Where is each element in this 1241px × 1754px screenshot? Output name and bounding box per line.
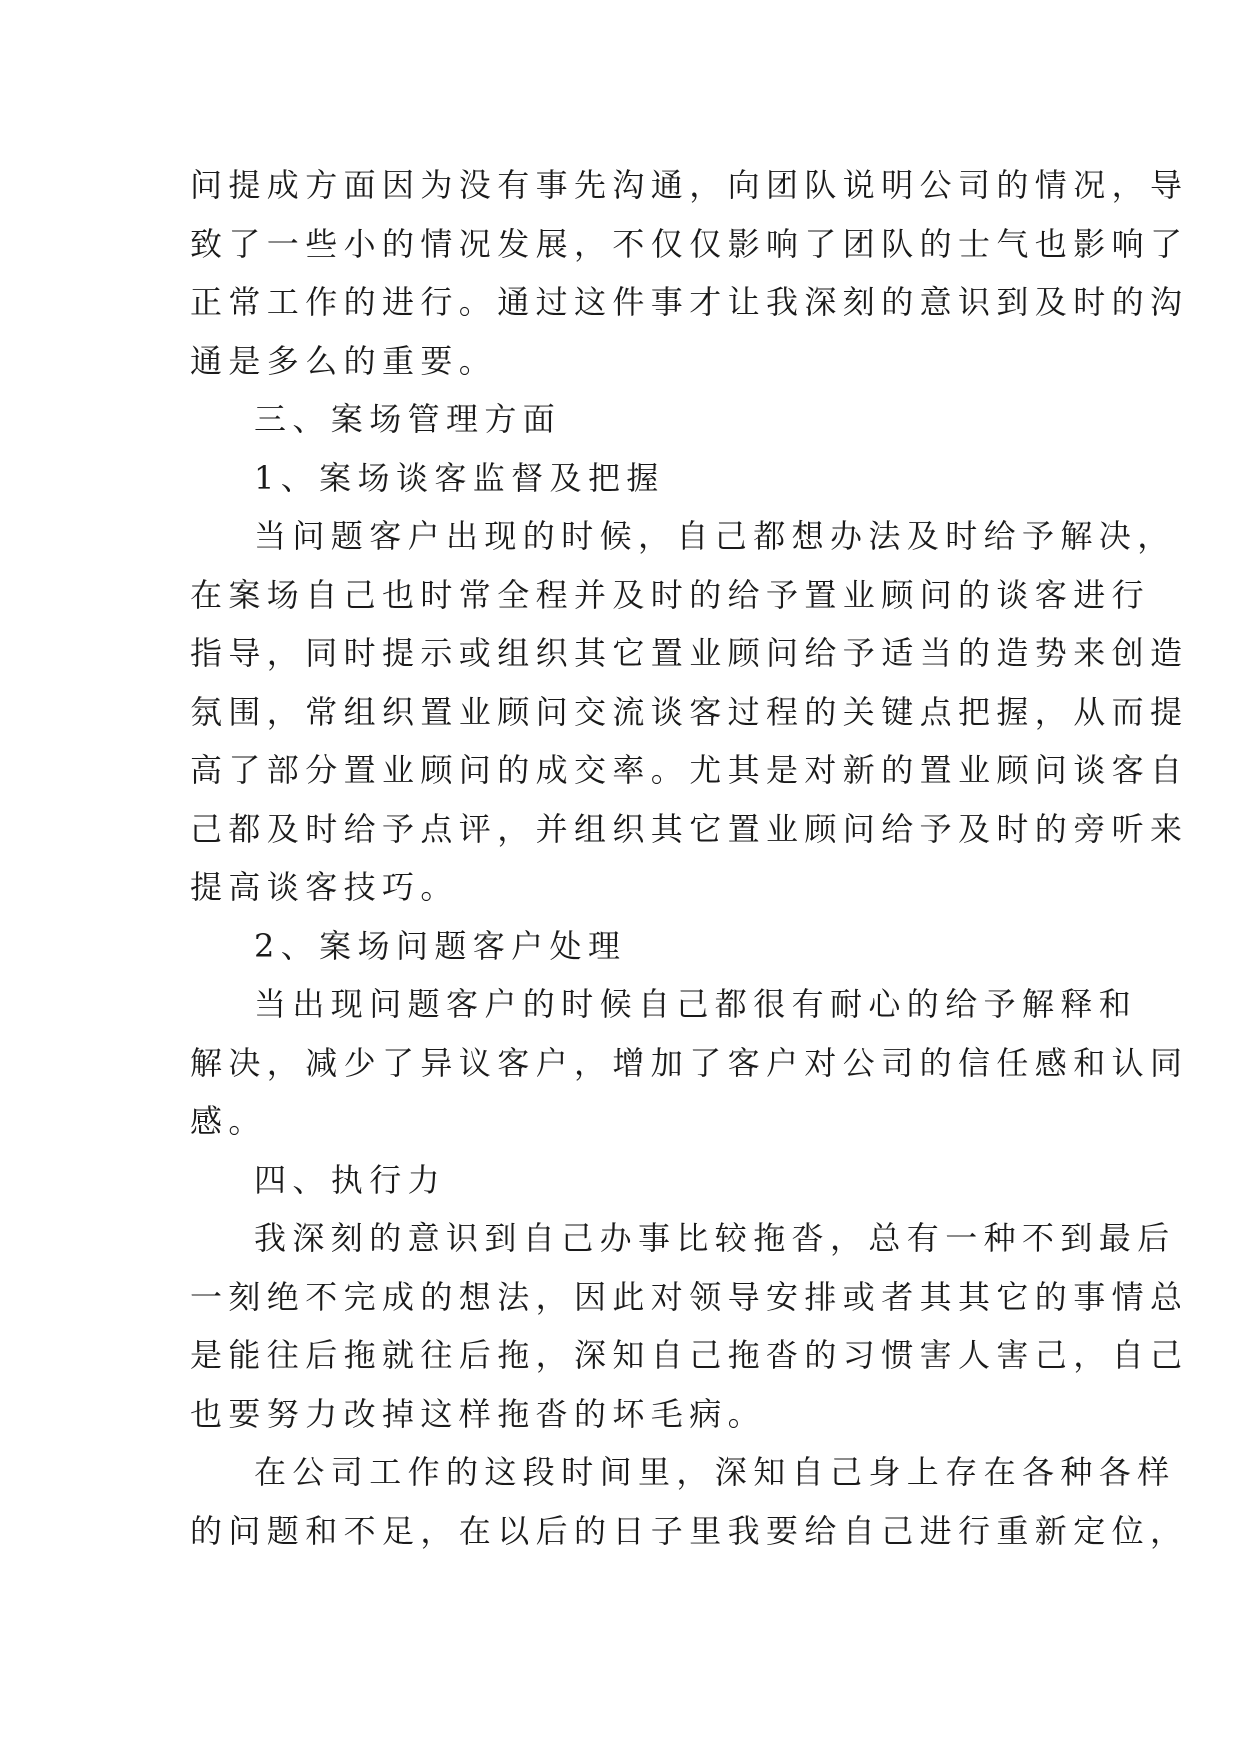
paragraph-line: 解决，减少了异议客户，增加了客户对公司的信任感和认同 [190, 1043, 1189, 1082]
paragraph-line: 感。 [190, 1102, 267, 1140]
paragraph-line: 通是多么的重要。 [190, 341, 498, 380]
paragraph-line: 氛围，常组织置业顾问交流谈客过程的关键点把握，从而提 [190, 692, 1189, 731]
paragraph-line: 一刻绝不完成的想法，因此对领导安排或者其其它的事情总 [190, 1277, 1189, 1316]
paragraph-line: 正常工作的进行。通过这件事才让我深刻的意识到及时的沟 [190, 283, 1189, 321]
paragraph-line: 指导，同时提示或组织其它置业顾问给予适当的造势来创造 [190, 634, 1189, 672]
subsection-heading: 1、案场谈客监督及把握 [254, 458, 665, 497]
paragraph-line: 也要努力改掉这样拖沓的坏毛病。 [190, 1394, 767, 1433]
paragraph-line: 高了部分置业顾问的成交率。尤其是对新的置业顾问谈客自 [190, 751, 1189, 789]
paragraph-line: 当出现问题客户的时候自己都很有耐心的给予解释和 [254, 985, 1138, 1023]
paragraph-line: 己都及时给予点评，并组织其它置业顾问给予及时的旁听来 [190, 809, 1189, 848]
section-heading: 四、执行力 [254, 1160, 447, 1199]
paragraph-line: 问提成方面因为没有事先沟通，向团队说明公司的情况，导 [190, 166, 1189, 204]
paragraph-line: 致了一些小的情况发展，不仅仅影响了团队的士气也影响了 [190, 224, 1189, 263]
paragraph-line: 的问题和不足，在以后的日子里我要给自己进行重新定位， [190, 1511, 1189, 1550]
paragraph-line: 是能往后拖就往后拖，深知自己拖沓的习惯害人害己，自己 [190, 1336, 1189, 1374]
paragraph-line: 在案场自己也时常全程并及时的给予置业顾问的谈客进行 [190, 575, 1151, 614]
document-body [190, 156, 1189, 1560]
subsection-heading: 2、案场问题客户处理 [254, 926, 627, 965]
paragraph-line: 在公司工作的这段时间里，深知自己身上存在各种各样 [254, 1453, 1176, 1491]
paragraph-line: 我深刻的意识到自己办事比较拖沓，总有一种不到最后 [254, 1219, 1176, 1257]
section-heading: 三、案场管理方面 [254, 400, 562, 438]
paragraph-line: 提高谈客技巧。 [190, 868, 459, 906]
paragraph-line: 当问题客户出现的时候，自己都想办法及时给予解决， [254, 517, 1176, 555]
